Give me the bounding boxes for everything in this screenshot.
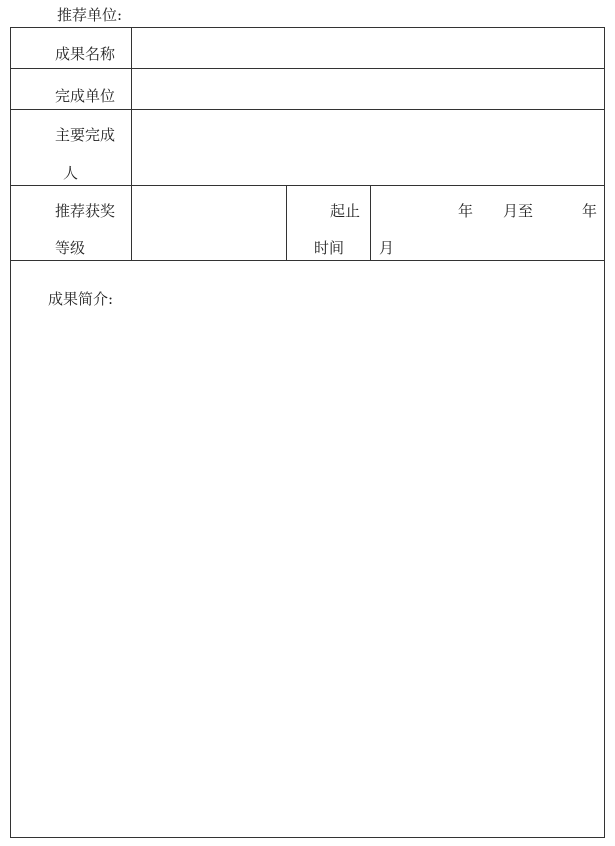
period-start-month-text: 月至 [503,202,534,220]
achievement-name-label: 成果名称 [55,45,116,63]
award-grade-label-line1: 推荐获奖 [55,202,116,220]
summary-field[interactable] [11,312,604,836]
award-grade-label-line2: 等级 [55,239,86,257]
period-label-left-divider [286,185,287,261]
table-bottom-border [10,837,605,838]
recommending-unit-label: 推荐单位: [57,6,123,24]
period-end-year-text: 年 [582,202,598,220]
award-grade-field[interactable] [132,186,286,260]
period-end-month-text: 月 [379,239,395,257]
achievement-name-field[interactable] [132,28,604,68]
period-label-line1: 起止 [330,202,361,220]
completing-unit-label: 完成单位 [55,87,116,105]
completing-unit-field[interactable] [132,69,604,109]
period-start-year-text: 年 [458,202,474,220]
period-field[interactable] [371,186,604,260]
row-divider-4 [10,260,605,261]
main-completers-label-line2: 人 [63,164,79,182]
table-right-border [604,27,605,838]
main-completers-field[interactable] [132,110,604,185]
summary-label: 成果简介: [48,290,114,308]
period-label-line2: 时间 [314,239,345,257]
main-completers-label-line1: 主要完成 [55,126,116,144]
